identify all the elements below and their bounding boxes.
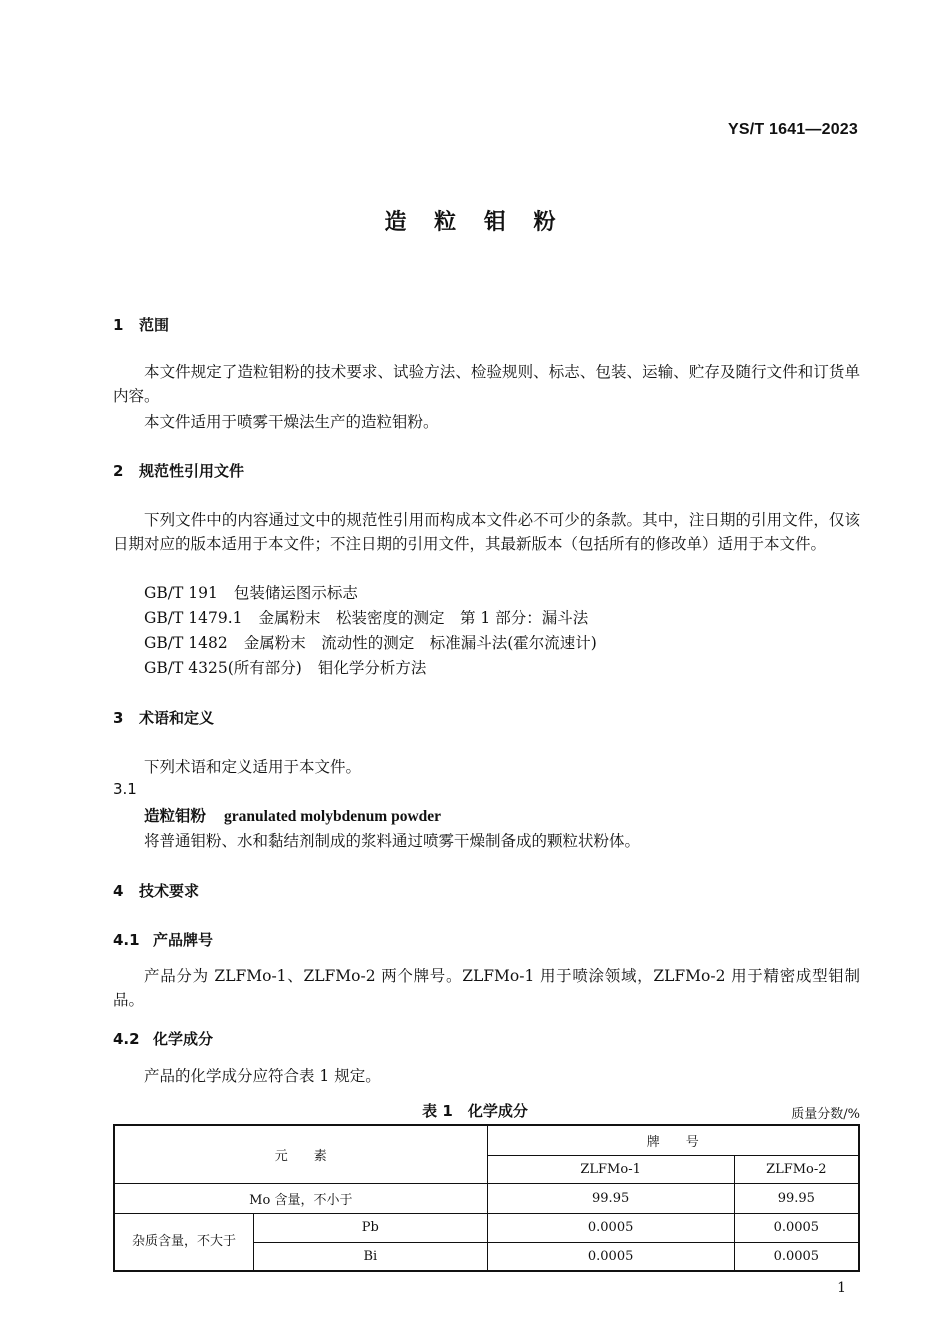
term-number: 3.1 (113, 780, 137, 798)
reference-title: 包装储运图示标志 (233, 584, 358, 602)
section-3-paragraph: 下列术语和定义适用于本文件。 (144, 758, 362, 776)
subsection-number: 4.1 (113, 931, 140, 949)
table-header-grade: 牌 号 (487, 1125, 859, 1155)
section-title: 技术要求 (139, 882, 200, 900)
impurity-element: Bi (254, 1242, 488, 1271)
grade-label: ZLFMo-1 (487, 1155, 734, 1183)
subsection-number: 4.2 (113, 1030, 140, 1048)
impurity-label: 杂质含量，不大于 (114, 1213, 254, 1271)
page-number: 1 (837, 1280, 846, 1296)
reference-title: 钼化学分析方法 (317, 659, 427, 677)
table-cell: 99.95 (487, 1183, 734, 1213)
standard-number: YS/T 1641—2023 (728, 121, 858, 138)
reference-code: GB/T 4325(所有部分) (144, 659, 302, 677)
table-cell: 0.0005 (487, 1242, 734, 1271)
section-number: 4 (113, 882, 124, 900)
subsection-4-1-heading (113, 929, 213, 950)
page-title: 造 粒 钼 粉 (384, 210, 566, 235)
reference-item (144, 656, 426, 678)
section-title: 范围 (139, 316, 170, 334)
subsection-4-1-paragraph: 产品分为 ZLFMo-1、ZLFMo-2 两个牌号。ZLFMo-1 用于喷涂领域，ZLFMo-2 用于精密成型钼制品。 (113, 967, 860, 1009)
table-cell: 0.0005 (734, 1213, 859, 1242)
section-4-heading (113, 880, 199, 901)
reference-title: 金属粉末 松装密度的测定 第 1 部分：漏斗法 (258, 609, 589, 627)
impurity-element: Pb (254, 1213, 488, 1242)
reference-item (144, 606, 588, 628)
section-2-heading (113, 460, 244, 481)
term-chinese: 造粒钼粉 (144, 807, 207, 825)
reference-code: GB/T 1482 (144, 634, 228, 652)
subsection-4-2-paragraph: 产品的化学成分应符合表 1 规定。 (144, 1067, 381, 1085)
table-caption: 表 1 化学成分 (422, 1102, 528, 1120)
section-number: 3 (113, 709, 124, 727)
reference-code: GB/T 1479.1 (144, 609, 243, 627)
subsection-4-2-heading (113, 1028, 213, 1049)
mo-content-label: Mo 含量，不小于 (114, 1183, 487, 1213)
section-title: 术语和定义 (139, 709, 215, 727)
section-title: 规范性引用文件 (139, 462, 245, 480)
section-1-paragraph-2: 本文件适用于喷雾干燥法生产的造粒钼粉。 (144, 413, 439, 431)
table-header-element: 元 素 (114, 1125, 487, 1183)
table-cell: 0.0005 (487, 1213, 734, 1242)
table-cell: 99.95 (734, 1183, 859, 1213)
section-1-heading (113, 314, 169, 335)
reference-title: 金属粉末 流动性的测定 标准漏斗法(霍尔流速计) (243, 634, 597, 652)
reference-item (144, 631, 597, 653)
grade-label: ZLFMo-2 (734, 1155, 859, 1183)
term-entry (144, 804, 441, 826)
table-cell: 0.0005 (734, 1242, 859, 1271)
section-1-paragraph-1: 本文件规定了造粒钼粉的技术要求、试验方法、检验规则、标志、包装、运输、贮存及随行文件和订货单内容。 (113, 363, 860, 405)
term-english: granulated molybdenum powder (224, 808, 442, 825)
section-number: 1 (113, 316, 124, 334)
reference-code: GB/T 191 (144, 584, 218, 602)
table-unit: 质量分数/% (791, 1107, 860, 1122)
section-2-paragraph: 下列文件中的内容通过文中的规范性引用而构成本文件必不可少的条款。其中，注日期的引用文件，仅该日期对应的版本适用于本文件；不注日期的引用文件，其最新版本（包括所有的修改单）适用于本文件。 (113, 511, 860, 553)
subsection-title: 产品牌号 (153, 931, 214, 949)
term-definition: 将普通钼粉、水和黏结剂制成的浆料通过喷雾干燥制备成的颗粒状粉体。 (144, 832, 641, 850)
subsection-title: 化学成分 (153, 1030, 214, 1048)
chemical-composition-table (113, 1124, 860, 1272)
section-number: 2 (113, 462, 124, 480)
reference-item (144, 581, 358, 603)
section-3-heading (113, 707, 214, 728)
